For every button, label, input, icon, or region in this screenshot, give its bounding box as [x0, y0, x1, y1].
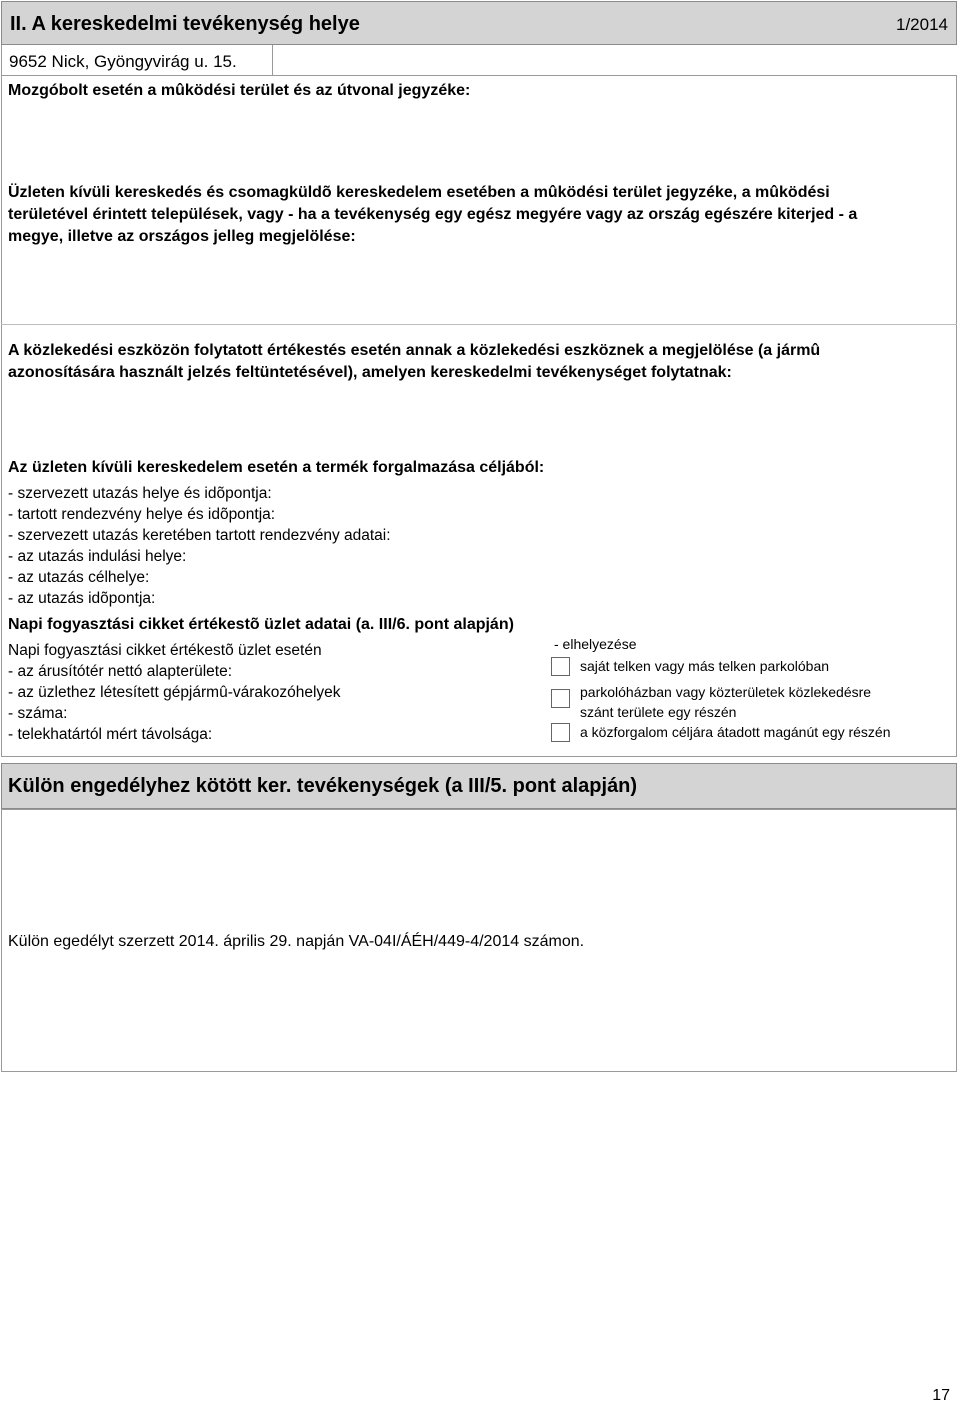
parking-own-plot-checkbox[interactable] [551, 657, 570, 676]
permit-box [1, 809, 957, 1072]
page-number: 17 [932, 1387, 950, 1404]
divider [1, 324, 957, 325]
permit-section-title: Külön engedélyhez kötött ker. tevékenységek (a III/5. pont alapján) [8, 775, 638, 797]
paragraph-line: megye, illetve az országos jelleg megjelölése: [8, 228, 356, 245]
paragraph-line: Üzleten kívüli kereskedés és csomagküldõ kereskedelem esetében a mûködési terület jegyzéke, a mûködési [8, 184, 830, 201]
mobile-vendor-label: Mozgóbolt esetén a mûködési terület és az útvonal jegyzéke: [8, 82, 471, 99]
outside-trade-list [8, 483, 608, 609]
list-item: - tartott rendezvény helye és idõpontja: [8, 506, 276, 523]
location-label: - elhelyezése [554, 636, 637, 652]
paragraph-line: A közlekedési eszközön folytatott értékestés esetén annak a közlekedési eszköznek a megjelölése (a jármû [8, 342, 821, 359]
paragraph-line: azonosítására használt jelzés feltüntetésével), amelyen kereskedelmi tevékenységet folytatnak: [8, 364, 732, 381]
list-item: - szervezett utazás keretében tartott rendezvény adatai: [8, 527, 391, 544]
list-item: - az utazás indulási helye: [8, 548, 187, 565]
address-row [1, 45, 273, 75]
list-item: - szervezett utazás helye és idõpontja: [8, 485, 272, 502]
outside-trade-title: Az üzleten kívüli kereskedelem esetén a termék forgalmazása céljából: [8, 459, 545, 476]
permit-section-header [1, 763, 957, 809]
section-title: II. A kereskedelmi tevékenység helye [10, 13, 360, 35]
option-line: parkolóházban vagy közterületek közlekedésre [580, 684, 872, 700]
permit-text: Külön egedélyt szerzett 2014. április 29. napján VA-04I/ÁÉH/449-4/2014 számon. [8, 933, 585, 950]
parking-garage-public-label [580, 682, 871, 722]
list-item: - az utazás célhelye: [8, 569, 150, 586]
vehicle-paragraph [8, 340, 948, 384]
private-road-checkbox[interactable] [551, 723, 570, 742]
document-number: 1/2014 [896, 15, 948, 34]
parking-garage-public-checkbox[interactable] [551, 689, 570, 708]
list-item: - telekhatártól mért távolsága: [8, 726, 213, 743]
outside-store-paragraph [8, 182, 948, 248]
list-item: - száma: [8, 705, 68, 722]
list-item: - az utazás idõpontja: [8, 590, 156, 607]
list-item: - az árusítótér nettó alapterülete: [8, 663, 233, 680]
daily-goods-title: Napi fogyasztási cikket értékestõ üzlet adatai (a. III/6. pont alapján) [8, 616, 514, 633]
daily-goods-list [8, 640, 538, 745]
parking-own-plot-label: saját telken vagy más telken parkolóban [580, 658, 830, 674]
address-value: 9652 Nick, Gyöngyvirág u. 15. [9, 52, 237, 71]
section-header [1, 1, 957, 45]
list-item: Napi fogyasztási cikket értékestõ üzlet esetén [8, 642, 322, 659]
option-line: szánt területe egy részén [580, 704, 737, 720]
paragraph-line: területével érintett települések, vagy - ha a tevékenység egy egész megyére vagy az ország egészére kiterjed - a [8, 206, 858, 223]
private-road-label: a közforgalom céljára átadott magánút egy részén [580, 724, 891, 740]
list-item: - az üzlethez létesített gépjármû-várakozóhelyek [8, 684, 341, 701]
